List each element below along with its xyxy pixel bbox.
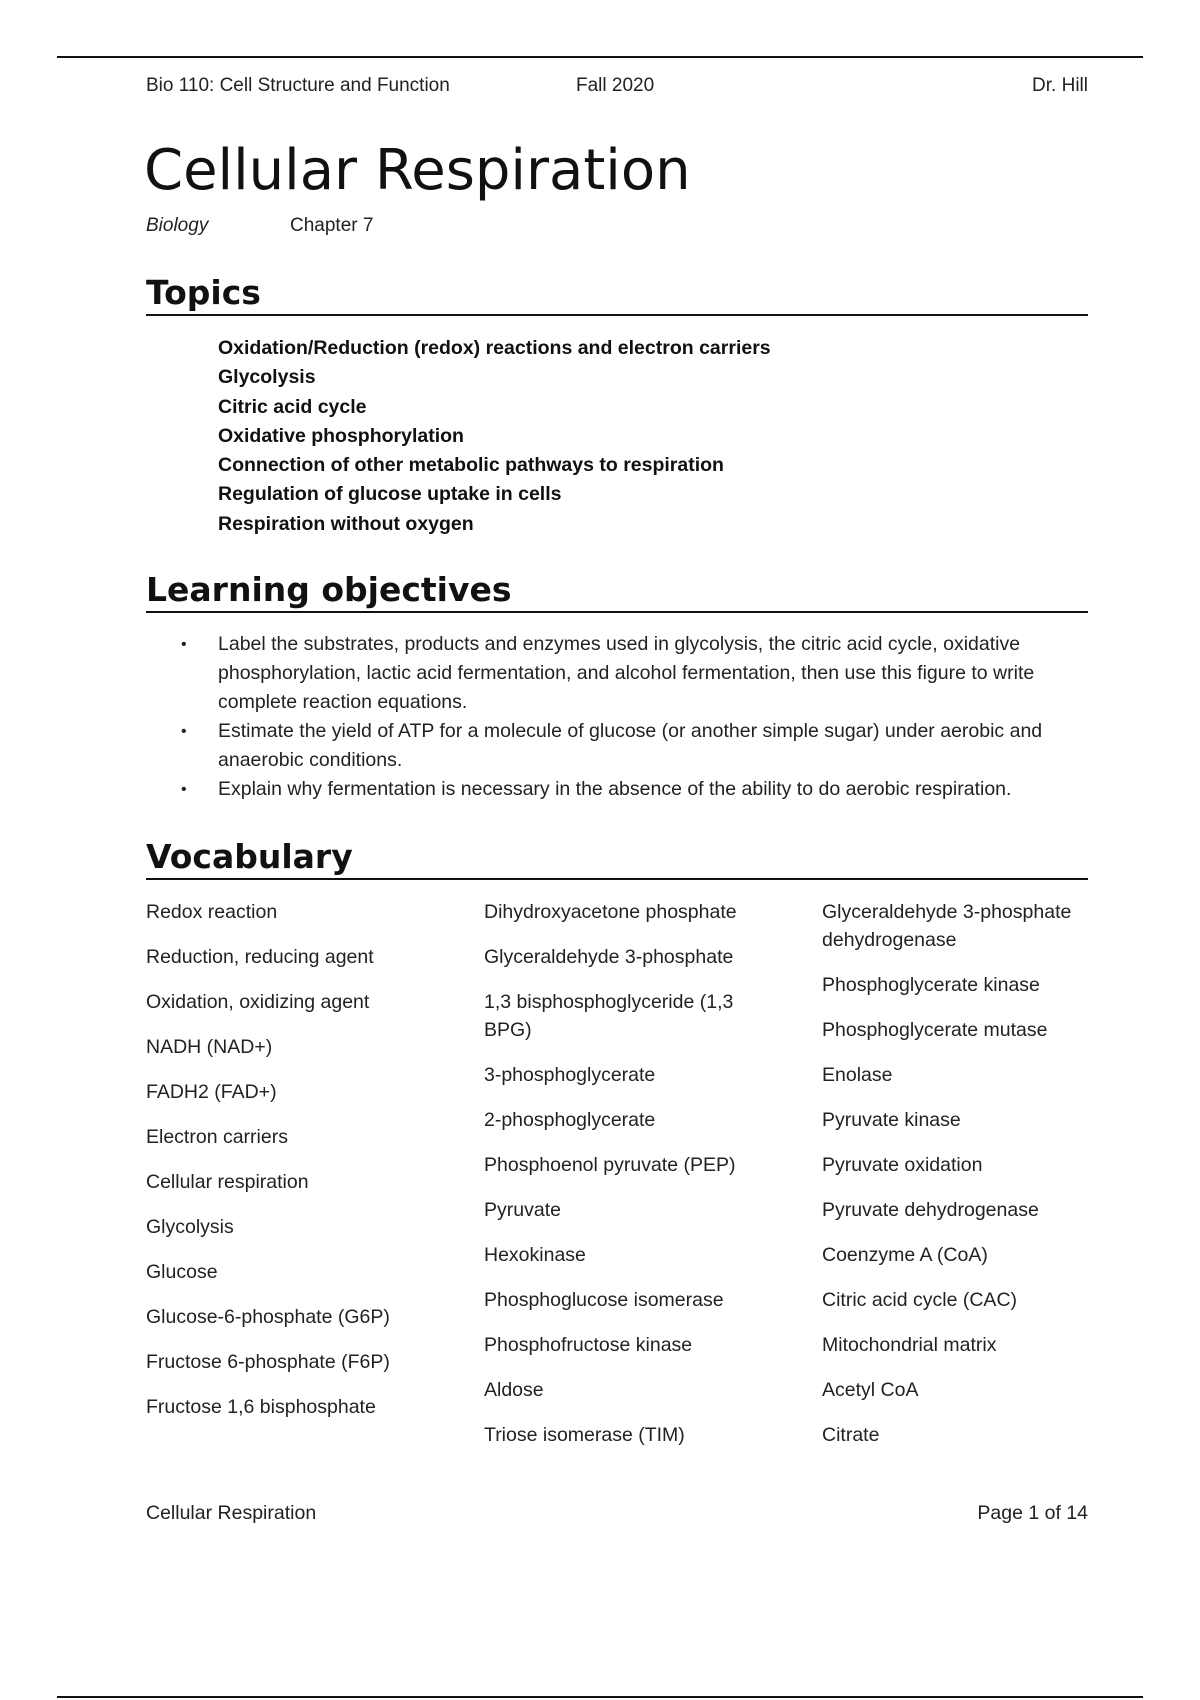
vocab-term: Acetyl CoA <box>822 1379 919 1401</box>
vocab-term: Cellular respiration <box>146 1171 309 1193</box>
topic-item: Respiration without oxygen <box>218 512 474 535</box>
vocabulary-column-3 <box>822 898 1097 1466</box>
topics-list <box>218 334 771 539</box>
footer-title: Cellular Respiration <box>146 1502 317 1524</box>
vocab-term: 3-phosphoglycerate <box>484 1064 656 1086</box>
bullet-icon: • <box>181 636 187 653</box>
vocab-term: Phosphoglucose isomerase <box>484 1289 724 1311</box>
vocab-term: Coenzyme A (CoA) <box>822 1244 988 1266</box>
objective-text: Label the substrates, products and enzymes used in glycolysis, the citric acid cycle, oxidative phosphorylation, lactic acid fermentation, and alcohol fermentation, then use this figure to write complete reaction equations. <box>218 633 1035 713</box>
header-course: Bio 110: Cell Structure and Function <box>146 75 450 96</box>
vocab-term: Hexokinase <box>484 1244 586 1266</box>
page-number: Page 1 of 14 <box>977 1502 1088 1524</box>
topics-heading: Topics <box>146 274 1088 316</box>
chapter-label: Chapter 7 <box>290 215 374 236</box>
vocabulary-column-2 <box>484 898 804 1466</box>
topic-item: Oxidation/Reduction (redox) reactions and electron carriers <box>218 337 771 359</box>
vocabulary-heading: Vocabulary <box>146 838 1088 880</box>
objectives-list <box>176 630 1088 804</box>
vocab-term: Phosphoglycerate mutase <box>822 1019 1048 1041</box>
vocab-term: Pyruvate dehydrogenase <box>822 1199 1039 1221</box>
vocab-term: Citric acid cycle (CAC) <box>822 1289 1018 1311</box>
bullet-icon: • <box>181 723 187 740</box>
vocab-term: Reduction, reducing agent <box>146 946 374 968</box>
topic-item: Oxidative phosphorylation <box>218 424 464 447</box>
vocab-term: Glucose-6-phosphate (G6P) <box>146 1306 390 1328</box>
vocab-term: 1,3 bisphosphoglyceride (1,3 BPG) <box>484 991 734 1041</box>
objective-text: Explain why fermentation is necessary in the absence of the ability to do aerobic respiration. <box>218 778 1012 800</box>
vocab-term: FADH2 (FAD+) <box>146 1081 277 1103</box>
header-instructor: Dr. Hill <box>1032 75 1088 96</box>
objective-text: Estimate the yield of ATP for a molecule of glucose (or another simple sugar) under aerobic and anaerobic conditions. <box>218 720 1043 771</box>
page-title: Cellular Respiration <box>144 138 691 203</box>
vocab-term: Phosphofructose kinase <box>484 1334 693 1356</box>
vocab-term: Fructose 6-phosphate (F6P) <box>146 1351 390 1373</box>
vocab-term: Glucose <box>146 1261 218 1283</box>
header-term: Fall 2020 <box>576 75 655 96</box>
vocab-term: Mitochondrial matrix <box>822 1334 997 1356</box>
objectives-heading: Learning objectives <box>146 571 1088 613</box>
vocabulary-column-1 <box>146 898 466 1438</box>
vocab-term: Pyruvate <box>484 1199 561 1221</box>
topic-item: Glycolysis <box>218 366 316 389</box>
vocab-term: Aldose <box>484 1379 544 1401</box>
vocab-term: NADH (NAD+) <box>146 1036 273 1058</box>
vocab-term: Enolase <box>822 1064 893 1086</box>
topic-item: Citric acid cycle <box>218 395 367 418</box>
vocab-term: Fructose 1,6 bisphosphate <box>146 1396 376 1418</box>
vocab-term: Glycolysis <box>146 1216 234 1238</box>
topic-item: Connection of other metabolic pathways to respiration <box>218 454 724 477</box>
topic-item: Regulation of glucose uptake in cells <box>218 483 562 506</box>
vocab-term: Pyruvate kinase <box>822 1109 961 1131</box>
vocab-term: Citrate <box>822 1424 880 1446</box>
vocab-term: Electron carriers <box>146 1126 288 1148</box>
vocab-term: Glyceraldehyde 3-phosphate <box>484 946 734 968</box>
vocab-term: Phosphoglycerate kinase <box>822 974 1040 996</box>
subject-label: Biology <box>146 215 209 236</box>
vocab-term: Pyruvate oxidation <box>822 1154 983 1176</box>
vocab-term: Phosphoenol pyruvate (PEP) <box>484 1154 736 1176</box>
vocab-term: Oxidation, oxidizing agent <box>146 991 370 1013</box>
vocab-term: 2-phosphoglycerate <box>484 1109 656 1131</box>
top-rule <box>57 56 1143 58</box>
objective-item <box>176 775 1088 804</box>
objective-item <box>176 717 1088 775</box>
vocab-term: Glyceraldehyde 3-phosphate dehydrogenase <box>822 901 1072 951</box>
bullet-icon: • <box>181 781 187 798</box>
vocab-term: Dihydroxyacetone phosphate <box>484 901 737 923</box>
vocab-term: Triose isomerase (TIM) <box>484 1424 685 1446</box>
bottom-rule <box>57 1696 1143 1698</box>
vocab-term: Redox reaction <box>146 901 278 923</box>
objective-item <box>176 630 1088 717</box>
